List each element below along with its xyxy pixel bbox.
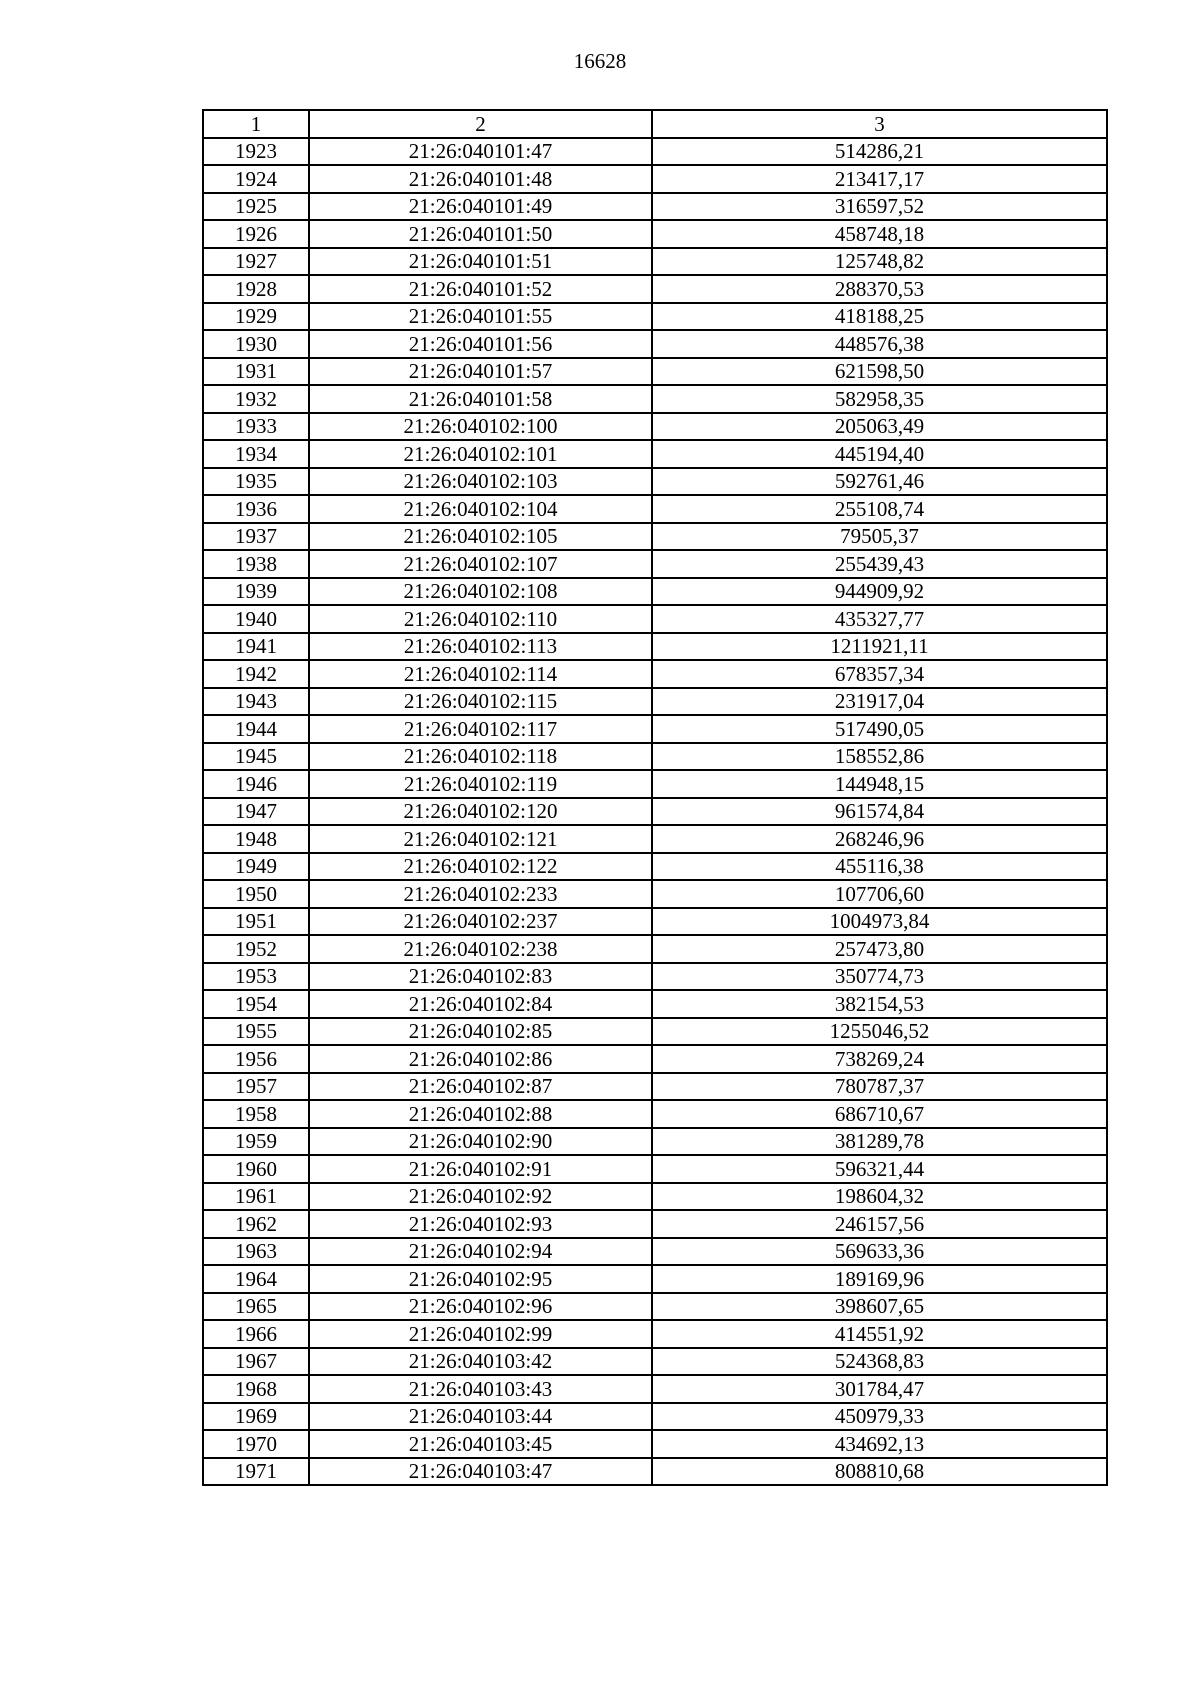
table-row xyxy=(203,413,1107,441)
cadastral-number-cell: 21:26:040102:100 xyxy=(309,413,652,441)
cadastral-number-cell: 21:26:040101:58 xyxy=(309,385,652,413)
table-row xyxy=(203,578,1107,606)
table-row xyxy=(203,688,1107,716)
value-cell: 944909,92 xyxy=(652,578,1107,606)
row-number-cell: 1938 xyxy=(203,550,309,578)
value-cell: 213417,17 xyxy=(652,165,1107,193)
cadastral-number-cell: 21:26:040102:91 xyxy=(309,1155,652,1183)
table-row xyxy=(203,193,1107,221)
cadastral-number-cell: 21:26:040102:120 xyxy=(309,798,652,826)
value-cell: 808810,68 xyxy=(652,1458,1107,1486)
table-row xyxy=(203,880,1107,908)
value-cell: 435327,77 xyxy=(652,605,1107,633)
row-number-cell: 1959 xyxy=(203,1128,309,1156)
table-row xyxy=(203,550,1107,578)
row-number-cell: 1930 xyxy=(203,330,309,358)
column-header-1: 1 xyxy=(203,110,309,138)
cadastral-number-cell: 21:26:040103:44 xyxy=(309,1403,652,1431)
table-row xyxy=(203,935,1107,963)
table-row xyxy=(203,220,1107,248)
cadastral-number-cell: 21:26:040102:113 xyxy=(309,633,652,661)
cadastral-number-cell: 21:26:040102:93 xyxy=(309,1210,652,1238)
table-row xyxy=(203,1155,1107,1183)
value-cell: 107706,60 xyxy=(652,880,1107,908)
value-cell: 205063,49 xyxy=(652,413,1107,441)
row-number-cell: 1935 xyxy=(203,468,309,496)
value-cell: 125748,82 xyxy=(652,248,1107,276)
row-number-cell: 1942 xyxy=(203,660,309,688)
cadastral-number-cell: 21:26:040101:52 xyxy=(309,275,652,303)
table-row xyxy=(203,330,1107,358)
cadastral-number-cell: 21:26:040102:107 xyxy=(309,550,652,578)
cadastral-number-cell: 21:26:040102:96 xyxy=(309,1293,652,1321)
value-cell: 381289,78 xyxy=(652,1128,1107,1156)
table-row xyxy=(203,440,1107,468)
table-row xyxy=(203,1128,1107,1156)
table-row xyxy=(203,1045,1107,1073)
table-row xyxy=(203,358,1107,386)
cadastral-number-cell: 21:26:040102:105 xyxy=(309,523,652,551)
cadastral-number-cell: 21:26:040102:237 xyxy=(309,908,652,936)
row-number-cell: 1964 xyxy=(203,1265,309,1293)
table-row xyxy=(203,660,1107,688)
value-cell: 414551,92 xyxy=(652,1320,1107,1348)
table-row xyxy=(203,963,1107,991)
value-cell: 458748,18 xyxy=(652,220,1107,248)
cadastral-number-cell: 21:26:040102:101 xyxy=(309,440,652,468)
table-row xyxy=(203,1430,1107,1458)
value-cell: 301784,47 xyxy=(652,1375,1107,1403)
column-header-2: 2 xyxy=(309,110,652,138)
row-number-cell: 1944 xyxy=(203,715,309,743)
table-body xyxy=(203,138,1107,1486)
row-number-cell: 1926 xyxy=(203,220,309,248)
cadastral-number-cell: 21:26:040102:83 xyxy=(309,963,652,991)
table-row xyxy=(203,495,1107,523)
value-cell: 434692,13 xyxy=(652,1430,1107,1458)
table-row xyxy=(203,1210,1107,1238)
value-cell: 961574,84 xyxy=(652,798,1107,826)
value-cell: 288370,53 xyxy=(652,275,1107,303)
table-row xyxy=(203,1265,1107,1293)
row-number-cell: 1953 xyxy=(203,963,309,991)
cadastral-number-cell: 21:26:040102:110 xyxy=(309,605,652,633)
value-cell: 257473,80 xyxy=(652,935,1107,963)
row-number-cell: 1933 xyxy=(203,413,309,441)
data-table xyxy=(202,109,1108,1486)
row-number-cell: 1963 xyxy=(203,1238,309,1266)
row-number-cell: 1934 xyxy=(203,440,309,468)
cadastral-number-cell: 21:26:040102:119 xyxy=(309,770,652,798)
value-cell: 780787,37 xyxy=(652,1073,1107,1101)
cadastral-number-cell: 21:26:040102:115 xyxy=(309,688,652,716)
value-cell: 79505,37 xyxy=(652,523,1107,551)
value-cell: 189169,96 xyxy=(652,1265,1107,1293)
cadastral-number-cell: 21:26:040102:87 xyxy=(309,1073,652,1101)
cadastral-number-cell: 21:26:040102:95 xyxy=(309,1265,652,1293)
value-cell: 592761,46 xyxy=(652,468,1107,496)
table-row xyxy=(203,1403,1107,1431)
row-number-cell: 1947 xyxy=(203,798,309,826)
row-number-cell: 1925 xyxy=(203,193,309,221)
value-cell: 517490,05 xyxy=(652,715,1107,743)
table-row xyxy=(203,605,1107,633)
value-cell: 1004973,84 xyxy=(652,908,1107,936)
cadastral-number-cell: 21:26:040102:114 xyxy=(309,660,652,688)
cadastral-number-cell: 21:26:040101:51 xyxy=(309,248,652,276)
row-number-cell: 1970 xyxy=(203,1430,309,1458)
row-number-cell: 1957 xyxy=(203,1073,309,1101)
cadastral-number-cell: 21:26:040102:108 xyxy=(309,578,652,606)
cadastral-number-cell: 21:26:040102:104 xyxy=(309,495,652,523)
row-number-cell: 1966 xyxy=(203,1320,309,1348)
row-number-cell: 1931 xyxy=(203,358,309,386)
cadastral-number-cell: 21:26:040101:50 xyxy=(309,220,652,248)
value-cell: 455116,38 xyxy=(652,853,1107,881)
value-cell: 268246,96 xyxy=(652,825,1107,853)
cadastral-number-cell: 21:26:040103:42 xyxy=(309,1348,652,1376)
table-row xyxy=(203,770,1107,798)
row-number-cell: 1962 xyxy=(203,1210,309,1238)
table-row xyxy=(203,715,1107,743)
row-number-cell: 1940 xyxy=(203,605,309,633)
value-cell: 418188,25 xyxy=(652,303,1107,331)
cadastral-number-cell: 21:26:040101:57 xyxy=(309,358,652,386)
row-number-cell: 1949 xyxy=(203,853,309,881)
cadastral-number-cell: 21:26:040102:117 xyxy=(309,715,652,743)
table-row xyxy=(203,248,1107,276)
cadastral-number-cell: 21:26:040102:233 xyxy=(309,880,652,908)
row-number-cell: 1937 xyxy=(203,523,309,551)
row-number-cell: 1954 xyxy=(203,990,309,1018)
row-number-cell: 1936 xyxy=(203,495,309,523)
value-cell: 382154,53 xyxy=(652,990,1107,1018)
value-cell: 514286,21 xyxy=(652,138,1107,166)
table-row xyxy=(203,908,1107,936)
cadastral-number-cell: 21:26:040102:85 xyxy=(309,1018,652,1046)
value-cell: 445194,40 xyxy=(652,440,1107,468)
value-cell: 569633,36 xyxy=(652,1238,1107,1266)
table-row xyxy=(203,275,1107,303)
table-row xyxy=(203,1375,1107,1403)
table-row xyxy=(203,1293,1107,1321)
table-row xyxy=(203,1348,1107,1376)
row-number-cell: 1971 xyxy=(203,1458,309,1486)
cadastral-number-cell: 21:26:040101:56 xyxy=(309,330,652,358)
value-cell: 231917,04 xyxy=(652,688,1107,716)
table-row xyxy=(203,523,1107,551)
value-cell: 144948,15 xyxy=(652,770,1107,798)
row-number-cell: 1948 xyxy=(203,825,309,853)
cadastral-number-cell: 21:26:040101:55 xyxy=(309,303,652,331)
cadastral-number-cell: 21:26:040102:92 xyxy=(309,1183,652,1211)
value-cell: 582958,35 xyxy=(652,385,1107,413)
table-row xyxy=(203,853,1107,881)
row-number-cell: 1967 xyxy=(203,1348,309,1376)
value-cell: 246157,56 xyxy=(652,1210,1107,1238)
value-cell: 450979,33 xyxy=(652,1403,1107,1431)
cadastral-number-cell: 21:26:040103:45 xyxy=(309,1430,652,1458)
value-cell: 158552,86 xyxy=(652,743,1107,771)
table-row xyxy=(203,1018,1107,1046)
value-cell: 524368,83 xyxy=(652,1348,1107,1376)
cadastral-number-cell: 21:26:040101:47 xyxy=(309,138,652,166)
row-number-cell: 1941 xyxy=(203,633,309,661)
cadastral-number-cell: 21:26:040101:49 xyxy=(309,193,652,221)
cadastral-number-cell: 21:26:040102:238 xyxy=(309,935,652,963)
row-number-cell: 1939 xyxy=(203,578,309,606)
value-cell: 596321,44 xyxy=(652,1155,1107,1183)
table-header xyxy=(203,110,1107,138)
table-row xyxy=(203,825,1107,853)
row-number-cell: 1923 xyxy=(203,138,309,166)
value-cell: 1211921,11 xyxy=(652,633,1107,661)
cadastral-number-cell: 21:26:040101:48 xyxy=(309,165,652,193)
cadastral-number-cell: 21:26:040102:122 xyxy=(309,853,652,881)
column-header-3: 3 xyxy=(652,110,1107,138)
row-number-cell: 1965 xyxy=(203,1293,309,1321)
table-row xyxy=(203,385,1107,413)
value-cell: 198604,32 xyxy=(652,1183,1107,1211)
value-cell: 255108,74 xyxy=(652,495,1107,523)
row-number-cell: 1952 xyxy=(203,935,309,963)
row-number-cell: 1956 xyxy=(203,1045,309,1073)
row-number-cell: 1924 xyxy=(203,165,309,193)
cadastral-number-cell: 21:26:040102:121 xyxy=(309,825,652,853)
table-row xyxy=(203,303,1107,331)
value-cell: 686710,67 xyxy=(652,1100,1107,1128)
cadastral-number-cell: 21:26:040102:94 xyxy=(309,1238,652,1266)
row-number-cell: 1961 xyxy=(203,1183,309,1211)
page-number: 16628 xyxy=(573,49,627,73)
row-number-cell: 1932 xyxy=(203,385,309,413)
row-number-cell: 1958 xyxy=(203,1100,309,1128)
value-cell: 255439,43 xyxy=(652,550,1107,578)
header-row xyxy=(203,110,1107,138)
row-number-cell: 1968 xyxy=(203,1375,309,1403)
value-cell: 678357,34 xyxy=(652,660,1107,688)
cadastral-number-cell: 21:26:040102:118 xyxy=(309,743,652,771)
table-row xyxy=(203,1183,1107,1211)
row-number-cell: 1969 xyxy=(203,1403,309,1431)
table-row xyxy=(203,1073,1107,1101)
table-row xyxy=(203,1458,1107,1486)
cadastral-number-cell: 21:26:040102:84 xyxy=(309,990,652,1018)
row-number-cell: 1946 xyxy=(203,770,309,798)
value-cell: 448576,38 xyxy=(652,330,1107,358)
row-number-cell: 1927 xyxy=(203,248,309,276)
row-number-cell: 1928 xyxy=(203,275,309,303)
row-number-cell: 1929 xyxy=(203,303,309,331)
table-row xyxy=(203,990,1107,1018)
table-row xyxy=(203,1320,1107,1348)
cadastral-number-cell: 21:26:040102:90 xyxy=(309,1128,652,1156)
cadastral-number-cell: 21:26:040102:103 xyxy=(309,468,652,496)
row-number-cell: 1951 xyxy=(203,908,309,936)
table-row xyxy=(203,798,1107,826)
row-number-cell: 1945 xyxy=(203,743,309,771)
value-cell: 738269,24 xyxy=(652,1045,1107,1073)
cadastral-number-cell: 21:26:040102:88 xyxy=(309,1100,652,1128)
cadastral-number-cell: 21:26:040103:43 xyxy=(309,1375,652,1403)
table-row xyxy=(203,1100,1107,1128)
cadastral-number-cell: 21:26:040102:99 xyxy=(309,1320,652,1348)
table-row xyxy=(203,468,1107,496)
value-cell: 316597,52 xyxy=(652,193,1107,221)
value-cell: 398607,65 xyxy=(652,1293,1107,1321)
row-number-cell: 1955 xyxy=(203,1018,309,1046)
value-cell: 350774,73 xyxy=(652,963,1107,991)
row-number-cell: 1943 xyxy=(203,688,309,716)
table-row xyxy=(203,165,1107,193)
row-number-cell: 1950 xyxy=(203,880,309,908)
value-cell: 1255046,52 xyxy=(652,1018,1107,1046)
value-cell: 621598,50 xyxy=(652,358,1107,386)
table-row xyxy=(203,743,1107,771)
cadastral-number-cell: 21:26:040103:47 xyxy=(309,1458,652,1486)
table-row xyxy=(203,138,1107,166)
cadastral-number-cell: 21:26:040102:86 xyxy=(309,1045,652,1073)
table-row xyxy=(203,1238,1107,1266)
table-row xyxy=(203,633,1107,661)
row-number-cell: 1960 xyxy=(203,1155,309,1183)
